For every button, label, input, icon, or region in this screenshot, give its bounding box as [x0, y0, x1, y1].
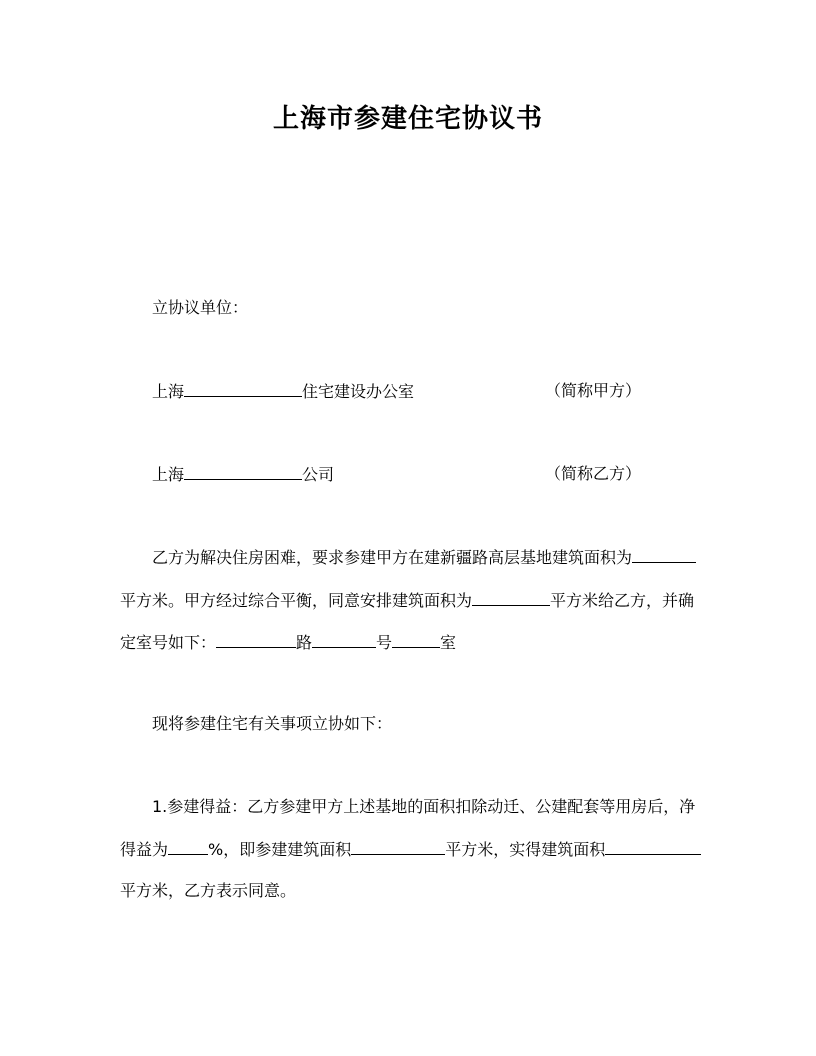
clause1-text-2c: 平方米，实得建筑面积: [445, 840, 606, 859]
para1-text-3c: 号: [376, 633, 393, 652]
party-a-name-blank[interactable]: [184, 380, 302, 397]
para1-line2: [120, 589, 694, 612]
party-b-prefix: 上海: [152, 465, 185, 484]
para1-text-3a: 定室号如下：: [120, 633, 217, 652]
para2: 现将参建住宅有关事项立协如下：: [152, 714, 393, 733]
party-b-suffix: 公司: [302, 465, 335, 484]
clause1-text-2a: 得益为: [120, 840, 169, 859]
party-a-suffix: 住宅建设办公室: [302, 382, 415, 401]
parties-heading: 立协议单位：: [152, 298, 249, 317]
para1-text-3b: 路: [296, 633, 313, 652]
party-a-alias: （简称甲方）: [545, 381, 642, 400]
para1-line1: [152, 546, 696, 569]
party-a-line: [152, 380, 414, 403]
clause1-line1: 1.参建得益：乙方参建甲方上述基地的面积扣除动迁、公建配套等用房后，净: [152, 797, 696, 816]
party-b-alias: （简称乙方）: [545, 464, 642, 483]
clause1-line2: [120, 838, 701, 861]
party-a-prefix: 上海: [152, 382, 185, 401]
participation-area-blank[interactable]: [351, 838, 445, 855]
clause1-text-2b: %，即参建建筑面积: [208, 840, 352, 859]
para1-text-3d: 室: [440, 633, 457, 652]
para1-text-1: 乙方为解决住房困难，要求参建甲方在建新疆路高层基地建筑面积为: [152, 548, 633, 567]
benefit-percent-blank[interactable]: [168, 838, 208, 855]
number-blank[interactable]: [312, 631, 376, 648]
para1-text-2a: 平方米。甲方经过综合平衡，同意安排建筑面积为: [120, 591, 473, 610]
room-blank[interactable]: [392, 631, 440, 648]
document-title: 上海市参建住宅协议书: [272, 104, 543, 134]
total-area-blank[interactable]: [632, 546, 696, 563]
allocated-area-blank[interactable]: [472, 589, 550, 606]
road-blank[interactable]: [216, 631, 296, 648]
para1-text-2b: 平方米给乙方，并确: [550, 591, 695, 610]
para1-line3: [120, 631, 456, 654]
party-b-name-blank[interactable]: [184, 463, 302, 480]
party-b-line: [152, 463, 334, 486]
actual-area-blank[interactable]: [605, 838, 701, 855]
clause1-line3: 平方米，乙方表示同意。: [120, 881, 297, 900]
